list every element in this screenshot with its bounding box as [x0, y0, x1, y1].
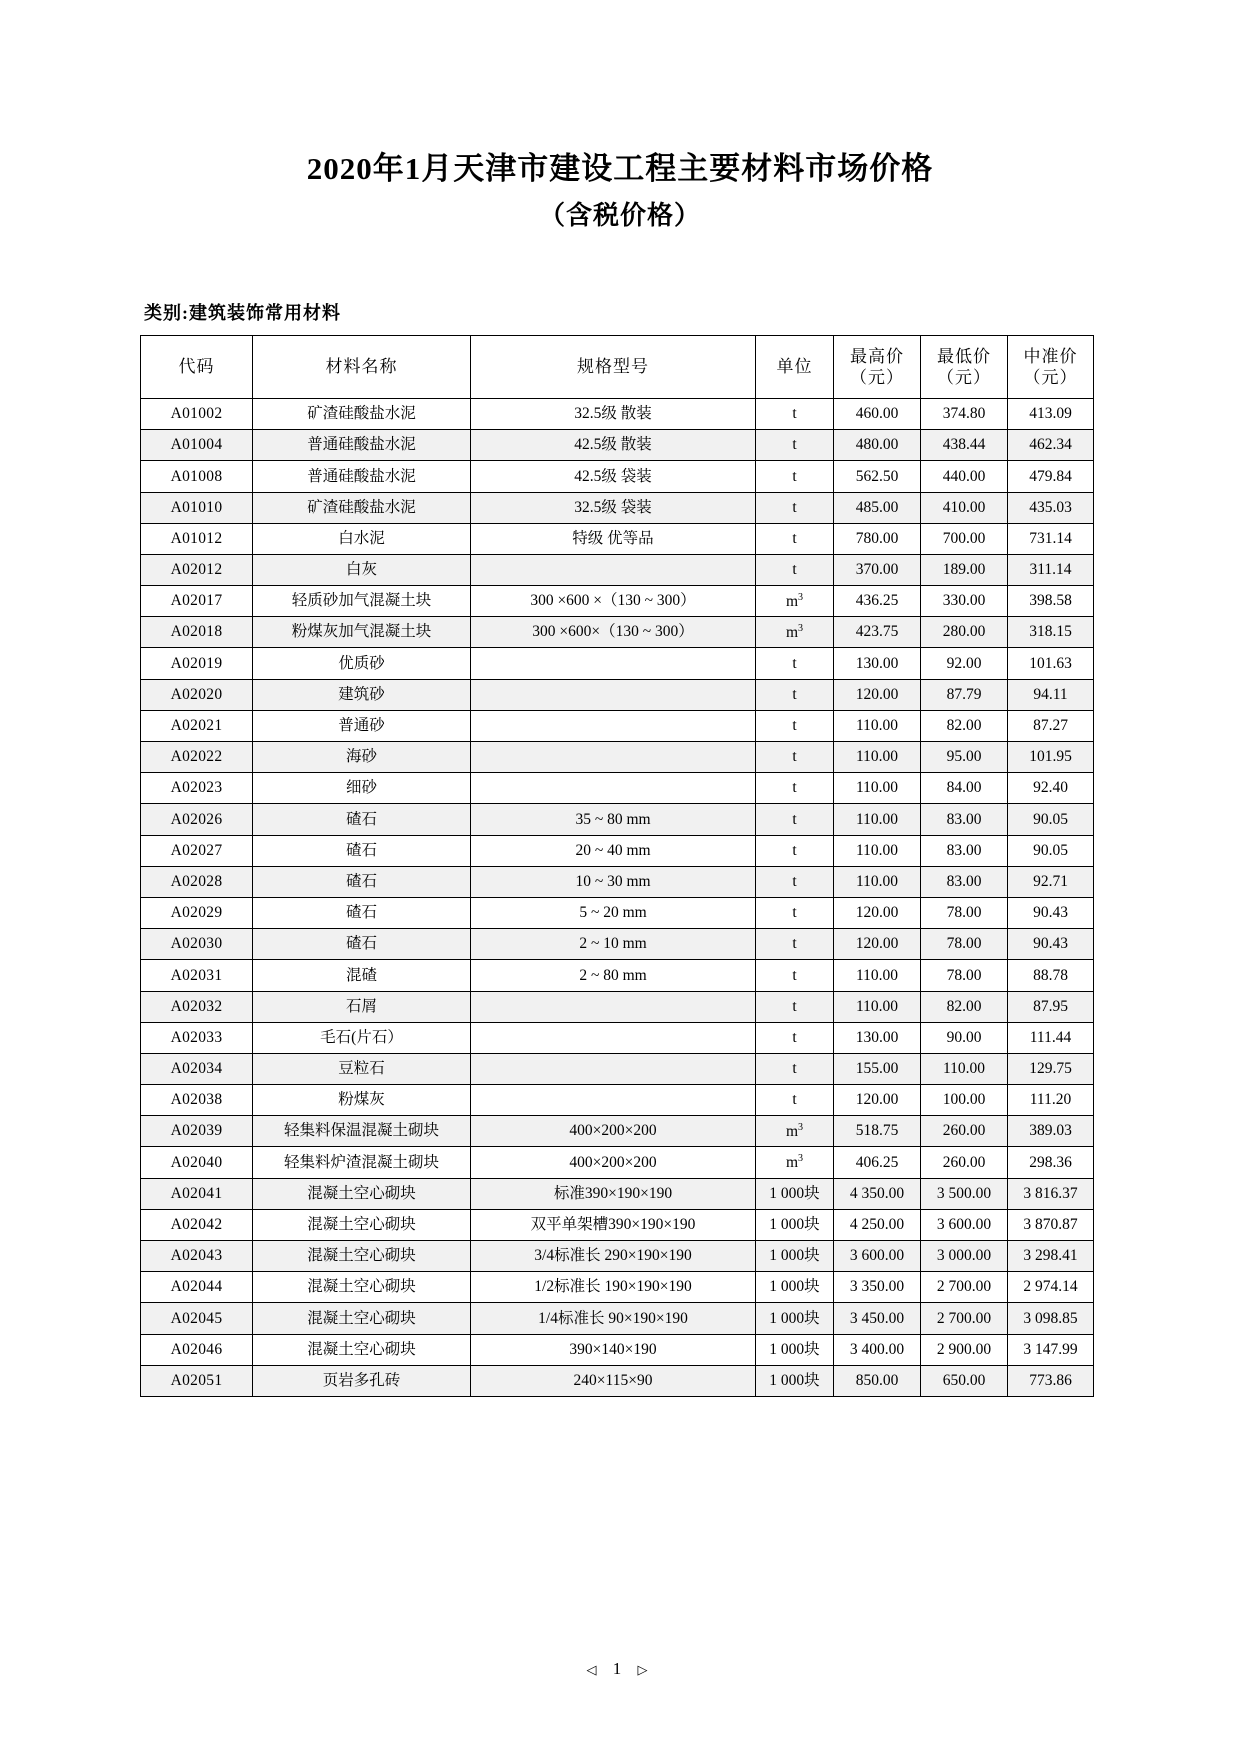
cell-specification — [471, 1085, 756, 1116]
cell-highest-price: 406.25 — [834, 1147, 921, 1178]
table-row — [141, 1272, 1094, 1303]
cell-standard-price: 479.84 — [1008, 461, 1094, 492]
cell-standard-price: 92.71 — [1008, 866, 1094, 897]
cell-standard-price: 94.11 — [1008, 679, 1094, 710]
table-row — [141, 960, 1094, 991]
prev-page-arrow-icon[interactable]: ◁ — [586, 1662, 603, 1677]
next-page-arrow-icon[interactable]: ▷ — [637, 1662, 654, 1677]
cell-code: A01010 — [141, 492, 253, 523]
material-price-table — [140, 335, 1094, 1397]
cell-specification: 双平单架槽390×190×190 — [471, 1209, 756, 1240]
cell-lowest-price: 2 900.00 — [921, 1334, 1008, 1365]
table-row — [141, 1022, 1094, 1053]
table-row — [141, 1334, 1094, 1365]
column-header-lowest-price-line2: （元） — [937, 367, 991, 387]
cell-lowest-price: 84.00 — [921, 773, 1008, 804]
cell-material-name: 混凝土空心砌块 — [253, 1209, 471, 1240]
table-row — [141, 1116, 1094, 1147]
table-row — [141, 1241, 1094, 1272]
cell-material-name: 碴石 — [253, 804, 471, 835]
cell-highest-price: 110.00 — [834, 710, 921, 741]
column-header-name: 材料名称 — [253, 335, 471, 398]
cell-unit: t — [756, 1022, 834, 1053]
cell-unit-exponent: 3 — [798, 1121, 804, 1133]
column-header-standard-price-line2: （元） — [1023, 367, 1078, 387]
cell-code: A02027 — [141, 835, 253, 866]
cell-lowest-price: 374.80 — [921, 398, 1008, 429]
cell-lowest-price: 83.00 — [921, 866, 1008, 897]
cell-material-name: 优质砂 — [253, 648, 471, 679]
cell-unit: 1 000块 — [756, 1272, 834, 1303]
cell-highest-price: 110.00 — [834, 835, 921, 866]
cell-lowest-price: 87.79 — [921, 679, 1008, 710]
cell-unit: t — [756, 866, 834, 897]
cell-unit-base: m — [785, 1154, 799, 1172]
cell-unit-exponent: 3 — [798, 622, 804, 634]
cell-standard-price: 3 098.85 — [1008, 1303, 1094, 1334]
cell-highest-price: 120.00 — [834, 897, 921, 928]
cell-lowest-price: 78.00 — [921, 960, 1008, 991]
cell-unit: 1 000块 — [756, 1365, 834, 1396]
cell-highest-price: 4 250.00 — [834, 1209, 921, 1240]
column-header-unit: 单位 — [756, 335, 834, 398]
cell-unit: t — [756, 523, 834, 554]
cell-standard-price: 92.40 — [1008, 773, 1094, 804]
cell-unit: t — [756, 492, 834, 523]
cell-highest-price: 110.00 — [834, 866, 921, 897]
cell-material-name: 混凝土空心砌块 — [253, 1303, 471, 1334]
cell-specification — [471, 773, 756, 804]
column-header-standard-price — [1008, 335, 1094, 398]
cell-specification: 特级 优等品 — [471, 523, 756, 554]
cell-standard-price: 398.58 — [1008, 586, 1094, 617]
column-header-code: 代码 — [141, 335, 253, 398]
cell-highest-price: 436.25 — [834, 586, 921, 617]
cell-standard-price: 731.14 — [1008, 523, 1094, 554]
cell-lowest-price: 650.00 — [921, 1365, 1008, 1396]
cell-lowest-price: 700.00 — [921, 523, 1008, 554]
cell-highest-price: 480.00 — [834, 430, 921, 461]
table-row — [141, 1147, 1094, 1178]
cell-specification: 400×200×200 — [471, 1147, 756, 1178]
cell-specification — [471, 742, 756, 773]
cell-lowest-price: 78.00 — [921, 929, 1008, 960]
cell-lowest-price: 330.00 — [921, 586, 1008, 617]
cell-unit: t — [756, 430, 834, 461]
cell-specification: 35 ~ 80 mm — [471, 804, 756, 835]
cell-material-name: 毛石(片石） — [253, 1022, 471, 1053]
table-row — [141, 1303, 1094, 1334]
cell-unit: t — [756, 742, 834, 773]
cell-lowest-price: 2 700.00 — [921, 1272, 1008, 1303]
cell-unit: t — [756, 804, 834, 835]
cell-specification: 300 ×600 ×（130 ~ 300） — [471, 586, 756, 617]
cell-material-name: 碴石 — [253, 835, 471, 866]
cell-material-name: 碴石 — [253, 897, 471, 928]
cell-lowest-price: 260.00 — [921, 1147, 1008, 1178]
cell-standard-price: 3 147.99 — [1008, 1334, 1094, 1365]
cell-specification — [471, 710, 756, 741]
table-row — [141, 648, 1094, 679]
cell-specification: 400×200×200 — [471, 1116, 756, 1147]
table-row — [141, 866, 1094, 897]
cell-specification: 1/2标准长 190×190×190 — [471, 1272, 756, 1303]
table-row — [141, 492, 1094, 523]
table-row — [141, 742, 1094, 773]
cell-material-name: 混凝土空心砌块 — [253, 1241, 471, 1272]
cell-specification: 10 ~ 30 mm — [471, 866, 756, 897]
cell-code: A02030 — [141, 929, 253, 960]
cell-standard-price: 311.14 — [1008, 554, 1094, 585]
cell-specification: 3/4标准长 290×190×190 — [471, 1241, 756, 1272]
cell-lowest-price: 410.00 — [921, 492, 1008, 523]
cell-highest-price: 120.00 — [834, 929, 921, 960]
cell-unit: t — [756, 398, 834, 429]
cell-specification: 2 ~ 80 mm — [471, 960, 756, 991]
cell-material-name: 混凝土空心砌块 — [253, 1178, 471, 1209]
cell-unit: t — [756, 648, 834, 679]
table-row — [141, 991, 1094, 1022]
table-row — [141, 617, 1094, 648]
cell-code: A02021 — [141, 710, 253, 741]
cell-highest-price: 423.75 — [834, 617, 921, 648]
cell-highest-price: 562.50 — [834, 461, 921, 492]
cell-unit: t — [756, 1085, 834, 1116]
cell-lowest-price: 82.00 — [921, 710, 1008, 741]
cell-highest-price: 4 350.00 — [834, 1178, 921, 1209]
cell-highest-price: 3 350.00 — [834, 1272, 921, 1303]
cell-material-name: 豆粒石 — [253, 1053, 471, 1084]
cell-specification: 300 ×600×（130 ~ 300） — [471, 617, 756, 648]
cell-standard-price: 90.05 — [1008, 835, 1094, 866]
cell-highest-price: 3 450.00 — [834, 1303, 921, 1334]
cell-highest-price: 110.00 — [834, 960, 921, 991]
cell-code: A02018 — [141, 617, 253, 648]
cell-lowest-price: 280.00 — [921, 617, 1008, 648]
table-row — [141, 461, 1094, 492]
cell-unit: t — [756, 679, 834, 710]
cell-code: A01002 — [141, 398, 253, 429]
cell-code: A02042 — [141, 1209, 253, 1240]
cell-standard-price: 87.27 — [1008, 710, 1094, 741]
cell-code: A02023 — [141, 773, 253, 804]
cell-standard-price: 90.43 — [1008, 897, 1094, 928]
table-row — [141, 554, 1094, 585]
cell-lowest-price: 2 700.00 — [921, 1303, 1008, 1334]
cell-material-name: 轻集料保温混凝土砌块 — [253, 1116, 471, 1147]
cell-specification: 42.5级 袋装 — [471, 461, 756, 492]
table-row — [141, 897, 1094, 928]
cell-material-name: 混碴 — [253, 960, 471, 991]
cell-highest-price: 110.00 — [834, 804, 921, 835]
cell-material-name: 普通硅酸盐水泥 — [253, 430, 471, 461]
column-header-highest-price-line1: 最高价 — [850, 346, 904, 366]
cell-highest-price: 155.00 — [834, 1053, 921, 1084]
cell-highest-price: 110.00 — [834, 991, 921, 1022]
cell-code: A02045 — [141, 1303, 253, 1334]
cell-unit: t — [756, 1053, 834, 1084]
cell-unit: 1 000块 — [756, 1178, 834, 1209]
cell-unit: 1 000块 — [756, 1334, 834, 1365]
cell-lowest-price: 90.00 — [921, 1022, 1008, 1053]
cell-material-name: 混凝土空心砌块 — [253, 1334, 471, 1365]
cell-highest-price: 110.00 — [834, 773, 921, 804]
table-row — [141, 586, 1094, 617]
cell-standard-price: 90.05 — [1008, 804, 1094, 835]
cell-unit — [756, 1147, 834, 1178]
cell-material-name: 矿渣硅酸盐水泥 — [253, 492, 471, 523]
cell-unit-base: m — [785, 592, 799, 610]
cell-lowest-price: 78.00 — [921, 897, 1008, 928]
column-header-highest-price — [834, 335, 921, 398]
cell-lowest-price: 3 600.00 — [921, 1209, 1008, 1240]
table-row — [141, 835, 1094, 866]
cell-standard-price: 462.34 — [1008, 430, 1094, 461]
cell-code: A02033 — [141, 1022, 253, 1053]
cell-specification: 42.5级 散装 — [471, 430, 756, 461]
cell-unit: 1 000块 — [756, 1241, 834, 1272]
cell-specification: 5 ~ 20 mm — [471, 897, 756, 928]
table-row — [141, 929, 1094, 960]
cell-unit — [756, 586, 834, 617]
cell-specification: 32.5级 散装 — [471, 398, 756, 429]
page-number: 1 — [612, 1659, 628, 1678]
cell-unit: t — [756, 773, 834, 804]
cell-code: A02020 — [141, 679, 253, 710]
category-label: 类别:建筑装饰常用材料 — [144, 302, 341, 323]
cell-standard-price: 88.78 — [1008, 960, 1094, 991]
cell-material-name: 碴石 — [253, 929, 471, 960]
cell-standard-price: 129.75 — [1008, 1053, 1094, 1084]
table-body — [141, 398, 1094, 1396]
cell-standard-price: 111.44 — [1008, 1022, 1094, 1053]
cell-standard-price: 111.20 — [1008, 1085, 1094, 1116]
cell-lowest-price: 100.00 — [921, 1085, 1008, 1116]
cell-code: A02028 — [141, 866, 253, 897]
cell-specification: 20 ~ 40 mm — [471, 835, 756, 866]
cell-specification: 390×140×190 — [471, 1334, 756, 1365]
cell-lowest-price: 438.44 — [921, 430, 1008, 461]
cell-highest-price: 110.00 — [834, 742, 921, 773]
cell-lowest-price: 3 500.00 — [921, 1178, 1008, 1209]
cell-lowest-price: 83.00 — [921, 835, 1008, 866]
cell-specification: 240×115×90 — [471, 1365, 756, 1396]
cell-code: A02044 — [141, 1272, 253, 1303]
cell-material-name: 白灰 — [253, 554, 471, 585]
cell-unit — [756, 1116, 834, 1147]
cell-code: A02046 — [141, 1334, 253, 1365]
cell-material-name: 矿渣硅酸盐水泥 — [253, 398, 471, 429]
cell-material-name: 石屑 — [253, 991, 471, 1022]
cell-material-name: 普通砂 — [253, 710, 471, 741]
cell-standard-price: 2 974.14 — [1008, 1272, 1094, 1303]
cell-material-name: 白水泥 — [253, 523, 471, 554]
cell-code: A02012 — [141, 554, 253, 585]
cell-material-name: 轻质砂加气混凝土块 — [253, 586, 471, 617]
cell-specification: 32.5级 袋装 — [471, 492, 756, 523]
cell-standard-price: 3 870.87 — [1008, 1209, 1094, 1240]
cell-lowest-price: 260.00 — [921, 1116, 1008, 1147]
cell-material-name: 普通硅酸盐水泥 — [253, 461, 471, 492]
cell-code: A01004 — [141, 430, 253, 461]
cell-material-name: 海砂 — [253, 742, 471, 773]
cell-code: A02019 — [141, 648, 253, 679]
column-header-spec: 规格型号 — [471, 335, 756, 398]
cell-highest-price: 120.00 — [834, 679, 921, 710]
cell-lowest-price: 82.00 — [921, 991, 1008, 1022]
cell-unit: t — [756, 960, 834, 991]
cell-unit-exponent: 3 — [798, 1153, 804, 1165]
cell-standard-price: 773.86 — [1008, 1365, 1094, 1396]
cell-highest-price: 518.75 — [834, 1116, 921, 1147]
table-row — [141, 804, 1094, 835]
column-header-standard-price-line1: 中准价 — [1023, 346, 1078, 366]
cell-material-name: 页岩多孔砖 — [253, 1365, 471, 1396]
cell-lowest-price: 440.00 — [921, 461, 1008, 492]
cell-highest-price: 130.00 — [834, 1022, 921, 1053]
table-row — [141, 773, 1094, 804]
cell-unit: t — [756, 991, 834, 1022]
cell-code: A02043 — [141, 1241, 253, 1272]
cell-code: A02038 — [141, 1085, 253, 1116]
cell-unit-base: m — [785, 1123, 799, 1141]
cell-code: A02032 — [141, 991, 253, 1022]
cell-specification: 标准390×190×190 — [471, 1178, 756, 1209]
table-row — [141, 1053, 1094, 1084]
cell-highest-price: 850.00 — [834, 1365, 921, 1396]
table-row — [141, 1365, 1094, 1396]
table-row — [141, 679, 1094, 710]
cell-code: A02034 — [141, 1053, 253, 1084]
cell-specification — [471, 1053, 756, 1084]
cell-code: A02040 — [141, 1147, 253, 1178]
cell-unit — [756, 617, 834, 648]
cell-specification: 2 ~ 10 mm — [471, 929, 756, 960]
cell-specification — [471, 648, 756, 679]
cell-code: A02017 — [141, 586, 253, 617]
cell-lowest-price: 3 000.00 — [921, 1241, 1008, 1272]
cell-code: A02039 — [141, 1116, 253, 1147]
cell-material-name: 混凝土空心砌块 — [253, 1272, 471, 1303]
cell-highest-price: 120.00 — [834, 1085, 921, 1116]
cell-code: A02022 — [141, 742, 253, 773]
cell-highest-price: 130.00 — [834, 648, 921, 679]
table-row — [141, 1178, 1094, 1209]
cell-unit: 1 000块 — [756, 1209, 834, 1240]
cell-lowest-price: 110.00 — [921, 1053, 1008, 1084]
cell-highest-price: 3 600.00 — [834, 1241, 921, 1272]
cell-lowest-price: 95.00 — [921, 742, 1008, 773]
cell-highest-price: 780.00 — [834, 523, 921, 554]
cell-lowest-price: 92.00 — [921, 648, 1008, 679]
table-row — [141, 398, 1094, 429]
cell-standard-price: 101.95 — [1008, 742, 1094, 773]
cell-unit: t — [756, 710, 834, 741]
cell-unit: t — [756, 461, 834, 492]
cell-code: A02041 — [141, 1178, 253, 1209]
cell-material-name: 粉煤灰加气混凝土块 — [253, 617, 471, 648]
cell-lowest-price: 83.00 — [921, 804, 1008, 835]
cell-specification — [471, 1022, 756, 1053]
cell-highest-price: 460.00 — [834, 398, 921, 429]
cell-code: A02031 — [141, 960, 253, 991]
cell-specification — [471, 554, 756, 585]
cell-material-name: 建筑砂 — [253, 679, 471, 710]
cell-unit: t — [756, 929, 834, 960]
cell-code: A01012 — [141, 523, 253, 554]
cell-specification: 1/4标准长 90×190×190 — [471, 1303, 756, 1334]
cell-code: A02029 — [141, 897, 253, 928]
table-row — [141, 430, 1094, 461]
cell-unit-base: m — [785, 624, 799, 642]
cell-standard-price: 413.09 — [1008, 398, 1094, 429]
cell-unit: t — [756, 554, 834, 585]
cell-specification — [471, 991, 756, 1022]
cell-unit: t — [756, 897, 834, 928]
cell-unit: 1 000块 — [756, 1303, 834, 1334]
table-row — [141, 1209, 1094, 1240]
table-row — [141, 710, 1094, 741]
page-subtitle: （含税价格） — [538, 200, 701, 230]
page-title: 2020年1月天津市建设工程主要材料市场价格 — [306, 151, 934, 186]
cell-standard-price: 87.95 — [1008, 991, 1094, 1022]
cell-lowest-price: 189.00 — [921, 554, 1008, 585]
cell-standard-price: 90.43 — [1008, 929, 1094, 960]
page-footer — [0, 1659, 1240, 1679]
column-header-lowest-price-line1: 最低价 — [937, 346, 991, 366]
cell-unit: t — [756, 835, 834, 866]
cell-highest-price: 3 400.00 — [834, 1334, 921, 1365]
table-header-row — [141, 335, 1094, 398]
table-row — [141, 1085, 1094, 1116]
cell-code: A02051 — [141, 1365, 253, 1396]
cell-material-name: 轻集料炉渣混凝土砌块 — [253, 1147, 471, 1178]
cell-standard-price: 101.63 — [1008, 648, 1094, 679]
cell-highest-price: 485.00 — [834, 492, 921, 523]
table-row — [141, 523, 1094, 554]
cell-standard-price: 3 816.37 — [1008, 1178, 1094, 1209]
cell-material-name: 细砂 — [253, 773, 471, 804]
cell-unit-exponent: 3 — [798, 591, 804, 603]
cell-material-name: 粉煤灰 — [253, 1085, 471, 1116]
cell-standard-price: 435.03 — [1008, 492, 1094, 523]
cell-code: A02026 — [141, 804, 253, 835]
cell-code: A01008 — [141, 461, 253, 492]
cell-standard-price: 298.36 — [1008, 1147, 1094, 1178]
cell-standard-price: 318.15 — [1008, 617, 1094, 648]
cell-standard-price: 3 298.41 — [1008, 1241, 1094, 1272]
cell-specification — [471, 679, 756, 710]
column-header-lowest-price — [921, 335, 1008, 398]
cell-highest-price: 370.00 — [834, 554, 921, 585]
cell-material-name: 碴石 — [253, 866, 471, 897]
cell-standard-price: 389.03 — [1008, 1116, 1094, 1147]
column-header-highest-price-line2: （元） — [850, 367, 904, 387]
